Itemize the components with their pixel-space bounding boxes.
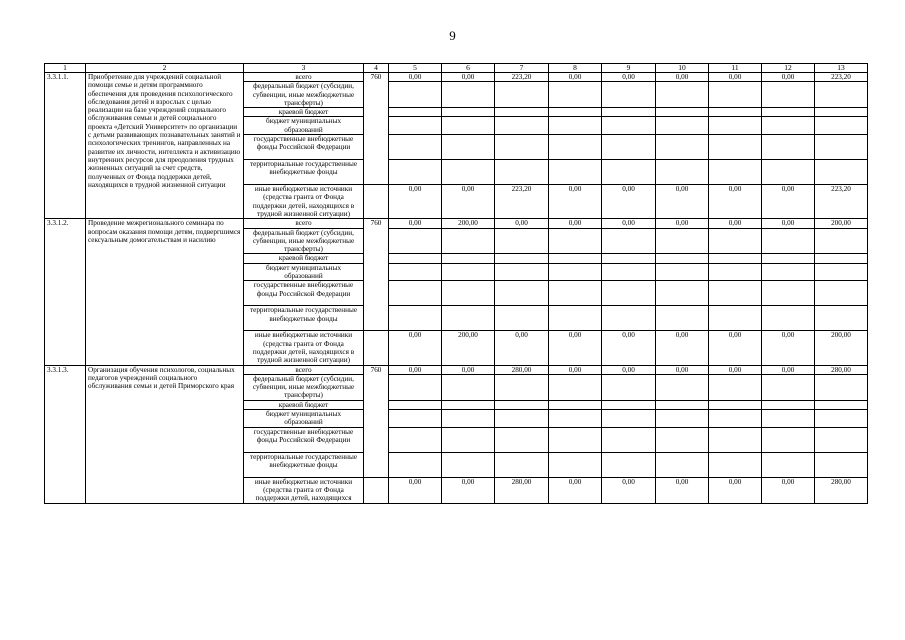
amount-cell <box>602 135 656 160</box>
amount-cell <box>549 108 602 117</box>
amount-cell <box>709 427 762 452</box>
amount-cell <box>549 254 602 263</box>
amount-cell <box>442 160 495 185</box>
amount-cell: 0,00 <box>656 73 709 82</box>
column-4-value <box>364 185 389 219</box>
column-4-value: 760 <box>364 73 389 185</box>
column-number: 4 <box>364 64 389 73</box>
column-number: 8 <box>549 64 602 73</box>
amount-cell: 200,00 <box>442 219 495 228</box>
amount-cell <box>815 254 868 263</box>
table-row <box>45 219 868 228</box>
amount-cell: 0,00 <box>442 185 495 219</box>
amount-cell <box>442 427 495 452</box>
amount-cell <box>442 228 495 254</box>
amount-cell <box>762 427 815 452</box>
amount-cell <box>389 410 442 428</box>
amount-cell <box>549 117 602 135</box>
amount-cell <box>442 135 495 160</box>
amount-cell <box>549 427 602 452</box>
amount-cell <box>815 306 868 331</box>
amount-cell <box>495 400 549 409</box>
funding-source: федеральный бюджет (субсидии, субвенции, иные межбюджетные трансферты) <box>244 374 364 400</box>
funding-source: бюджет муниципальных образований <box>244 117 364 135</box>
column-4-value <box>364 331 389 365</box>
amount-cell <box>389 82 442 108</box>
amount-cell <box>389 117 442 135</box>
amount-cell <box>709 160 762 185</box>
amount-cell <box>442 400 495 409</box>
item-code: 3.3.1.2. <box>45 219 86 365</box>
amount-cell <box>656 82 709 108</box>
amount-cell: 0,00 <box>709 477 762 503</box>
funding-source: всего <box>244 73 364 82</box>
amount-cell <box>709 117 762 135</box>
amount-cell <box>495 254 549 263</box>
column-number: 6 <box>442 64 495 73</box>
column-number: 9 <box>602 64 656 73</box>
amount-cell <box>495 82 549 108</box>
amount-cell <box>549 160 602 185</box>
amount-cell: 200,00 <box>442 331 495 365</box>
amount-cell: 280,00 <box>495 365 549 374</box>
amount-cell: 0,00 <box>762 219 815 228</box>
amount-cell <box>815 160 868 185</box>
amount-cell: 223,20 <box>815 185 868 219</box>
amount-cell <box>442 410 495 428</box>
amount-cell <box>709 135 762 160</box>
amount-cell: 0,00 <box>389 331 442 365</box>
amount-cell <box>602 263 656 281</box>
amount-cell <box>602 281 656 306</box>
amount-cell <box>442 281 495 306</box>
amount-cell: 200,00 <box>815 219 868 228</box>
amount-cell <box>709 263 762 281</box>
amount-cell <box>442 374 495 400</box>
amount-cell: 223,20 <box>495 185 549 219</box>
amount-cell <box>549 306 602 331</box>
amount-cell <box>602 400 656 409</box>
amount-cell <box>709 452 762 477</box>
amount-cell: 0,00 <box>549 477 602 503</box>
amount-cell: 0,00 <box>656 477 709 503</box>
amount-cell <box>389 452 442 477</box>
amount-cell: 0,00 <box>602 477 656 503</box>
funding-source: федеральный бюджет (субсидии, субвенции, иные межбюджетные трансферты) <box>244 228 364 254</box>
funding-source: государственные внебюджетные фонды Российской Федерации <box>244 427 364 452</box>
amount-cell <box>709 108 762 117</box>
amount-cell <box>602 160 656 185</box>
amount-cell: 0,00 <box>549 73 602 82</box>
amount-cell <box>815 410 868 428</box>
amount-cell <box>495 135 549 160</box>
amount-cell: 0,00 <box>762 477 815 503</box>
amount-cell <box>602 410 656 428</box>
amount-cell <box>656 410 709 428</box>
item-code: 3.3.1.1. <box>45 73 86 219</box>
funding-source: бюджет муниципальных образований <box>244 410 364 428</box>
amount-cell: 0,00 <box>709 185 762 219</box>
amount-cell <box>656 374 709 400</box>
amount-cell <box>762 108 815 117</box>
column-number: 13 <box>815 64 868 73</box>
amount-cell <box>442 306 495 331</box>
amount-cell <box>656 306 709 331</box>
amount-cell <box>815 452 868 477</box>
funding-source: всего <box>244 219 364 228</box>
amount-cell <box>815 281 868 306</box>
amount-cell <box>815 400 868 409</box>
amount-cell <box>549 410 602 428</box>
amount-cell <box>389 263 442 281</box>
column-number: 10 <box>656 64 709 73</box>
amount-cell <box>389 135 442 160</box>
amount-cell <box>442 452 495 477</box>
amount-cell: 0,00 <box>495 219 549 228</box>
amount-cell: 200,00 <box>815 331 868 365</box>
amount-cell <box>389 160 442 185</box>
column-4-value: 760 <box>364 365 389 477</box>
amount-cell <box>656 117 709 135</box>
amount-cell <box>549 281 602 306</box>
amount-cell <box>602 228 656 254</box>
amount-cell <box>495 306 549 331</box>
funding-source: территориальные государственные внебюджетные фонды <box>244 452 364 477</box>
amount-cell <box>495 160 549 185</box>
amount-cell <box>762 374 815 400</box>
amount-cell <box>709 410 762 428</box>
amount-cell: 0,00 <box>602 365 656 374</box>
amount-cell <box>549 374 602 400</box>
funding-source: территориальные государственные внебюджетные фонды <box>244 306 364 331</box>
funding-source: краевой бюджет <box>244 108 364 117</box>
amount-cell <box>495 228 549 254</box>
item-name: Организация обучения психологов, социальных педагогов учреждений социального обслуживания семьи и детей Приморского края <box>86 365 244 503</box>
amount-cell: 0,00 <box>762 331 815 365</box>
amount-cell <box>602 427 656 452</box>
column-number: 12 <box>762 64 815 73</box>
funding-source: иные внебюджетные источники (средства гранта от Фонда поддержки детей, находящихся в трудной жизненной ситуации) <box>244 331 364 365</box>
amount-cell: 0,00 <box>389 219 442 228</box>
amount-cell: 0,00 <box>549 365 602 374</box>
amount-cell <box>549 263 602 281</box>
amount-cell <box>602 117 656 135</box>
page-number: 9 <box>449 28 456 43</box>
funding-source: территориальные государственные внебюджетные фонды <box>244 160 364 185</box>
amount-cell <box>815 82 868 108</box>
amount-cell <box>762 160 815 185</box>
amount-cell: 0,00 <box>602 331 656 365</box>
amount-cell <box>656 281 709 306</box>
column-number: 1 <box>45 64 86 73</box>
amount-cell: 223,20 <box>815 73 868 82</box>
amount-cell <box>656 108 709 117</box>
amount-cell <box>709 82 762 108</box>
amount-cell: 0,00 <box>442 365 495 374</box>
amount-cell <box>389 254 442 263</box>
amount-cell <box>389 281 442 306</box>
amount-cell: 0,00 <box>602 185 656 219</box>
amount-cell <box>709 306 762 331</box>
amount-cell <box>656 228 709 254</box>
amount-cell <box>495 374 549 400</box>
amount-cell <box>442 117 495 135</box>
amount-cell: 0,00 <box>442 477 495 503</box>
funding-source: бюджет муниципальных образований <box>244 263 364 281</box>
amount-cell <box>709 254 762 263</box>
amount-cell <box>549 400 602 409</box>
column-number-row <box>45 64 868 73</box>
funding-source: краевой бюджет <box>244 400 364 409</box>
amount-cell <box>815 427 868 452</box>
amount-cell <box>389 400 442 409</box>
amount-cell <box>602 82 656 108</box>
amount-cell: 0,00 <box>602 219 656 228</box>
funding-source: всего <box>244 365 364 374</box>
amount-cell: 0,00 <box>549 219 602 228</box>
budget-table <box>44 63 868 504</box>
amount-cell <box>549 82 602 108</box>
amount-cell: 0,00 <box>389 73 442 82</box>
amount-cell: 0,00 <box>656 365 709 374</box>
table-row <box>45 365 868 374</box>
amount-cell <box>709 400 762 409</box>
funding-source: государственные внебюджетные фонды Российской Федерации <box>244 281 364 306</box>
amount-cell <box>389 228 442 254</box>
column-number: 7 <box>495 64 549 73</box>
amount-cell <box>762 281 815 306</box>
amount-cell: 0,00 <box>389 365 442 374</box>
amount-cell <box>709 228 762 254</box>
column-number: 11 <box>709 64 762 73</box>
amount-cell <box>549 452 602 477</box>
funding-source: государственные внебюджетные фонды Российской Федерации <box>244 135 364 160</box>
amount-cell <box>815 374 868 400</box>
amount-cell: 0,00 <box>656 219 709 228</box>
amount-cell <box>762 228 815 254</box>
amount-cell <box>762 263 815 281</box>
amount-cell: 0,00 <box>762 73 815 82</box>
item-name: Приобретение для учреждений социальной помощи семье и детям программного обеспечения для проведения психологического обследования детей и взрослых с целью реализации на базе учреждений социального обслуживания семьи и детей социального проекта «Детский Университет» по организации с детьми развивающих познавательных занятий и психологических тренингов, направленных на развитие их личности, интеллекта и активизацию внутренних ресурсов для преодоления трудных жизненных ситуаций за счет средств, полученных от Фонда поддержки детей, находящихся в трудной жизненной ситуации <box>86 73 244 219</box>
amount-cell: 0,00 <box>656 331 709 365</box>
amount-cell: 0,00 <box>709 219 762 228</box>
amount-cell: 0,00 <box>762 185 815 219</box>
amount-cell <box>815 263 868 281</box>
amount-cell <box>389 427 442 452</box>
amount-cell <box>709 281 762 306</box>
funding-source: иные внебюджетные источники (средства гранта от Фонда поддержки детей, находящихся <box>244 477 364 503</box>
amount-cell <box>602 254 656 263</box>
amount-cell: 0,00 <box>389 477 442 503</box>
funding-source: федеральный бюджет (субсидии, субвенции, иные межбюджетные трансферты) <box>244 82 364 108</box>
amount-cell: 0,00 <box>389 185 442 219</box>
amount-cell <box>656 400 709 409</box>
amount-cell: 280,00 <box>495 477 549 503</box>
amount-cell: 0,00 <box>602 73 656 82</box>
amount-cell <box>815 135 868 160</box>
amount-cell <box>389 108 442 117</box>
amount-cell <box>656 427 709 452</box>
amount-cell <box>815 117 868 135</box>
amount-cell <box>762 410 815 428</box>
amount-cell <box>656 452 709 477</box>
amount-cell <box>815 108 868 117</box>
column-number: 3 <box>244 64 364 73</box>
amount-cell: 0,00 <box>549 185 602 219</box>
amount-cell: 0,00 <box>709 331 762 365</box>
table-row <box>45 73 868 82</box>
amount-cell <box>762 135 815 160</box>
budget-table-body <box>45 64 868 504</box>
amount-cell <box>495 108 549 117</box>
column-number: 2 <box>86 64 244 73</box>
amount-cell: 0,00 <box>549 331 602 365</box>
amount-cell <box>602 306 656 331</box>
column-4-value <box>364 477 389 503</box>
amount-cell <box>495 263 549 281</box>
amount-cell <box>442 108 495 117</box>
amount-cell <box>656 135 709 160</box>
amount-cell: 223,20 <box>495 73 549 82</box>
amount-cell <box>495 410 549 428</box>
amount-cell <box>442 254 495 263</box>
amount-cell <box>762 82 815 108</box>
amount-cell: 0,00 <box>762 365 815 374</box>
amount-cell: 280,00 <box>815 477 868 503</box>
amount-cell: 0,00 <box>709 365 762 374</box>
amount-cell <box>602 374 656 400</box>
amount-cell: 0,00 <box>709 73 762 82</box>
amount-cell <box>762 117 815 135</box>
amount-cell: 0,00 <box>442 73 495 82</box>
amount-cell <box>602 452 656 477</box>
funding-source: краевой бюджет <box>244 254 364 263</box>
column-4-value: 760 <box>364 219 389 331</box>
amount-cell <box>709 374 762 400</box>
amount-cell <box>762 452 815 477</box>
item-name: Проведение межрегионального семинара по вопросам оказания помощи детям, подвергшимся сексуальным домогательствам и насилию <box>86 219 244 365</box>
item-code: 3.3.1.3. <box>45 365 86 503</box>
amount-cell <box>762 306 815 331</box>
amount-cell <box>442 82 495 108</box>
amount-cell: 0,00 <box>495 331 549 365</box>
amount-cell <box>495 117 549 135</box>
funding-source: иные внебюджетные источники (средства гранта от Фонда поддержки детей, находящихся в трудной жизненной ситуации) <box>244 185 364 219</box>
column-number: 5 <box>389 64 442 73</box>
amount-cell <box>762 254 815 263</box>
amount-cell <box>495 281 549 306</box>
amount-cell: 280,00 <box>815 365 868 374</box>
amount-cell <box>389 306 442 331</box>
amount-cell <box>549 228 602 254</box>
amount-cell <box>656 263 709 281</box>
amount-cell: 0,00 <box>656 185 709 219</box>
amount-cell <box>389 374 442 400</box>
amount-cell <box>762 400 815 409</box>
amount-cell <box>656 160 709 185</box>
amount-cell <box>442 263 495 281</box>
amount-cell <box>656 254 709 263</box>
amount-cell <box>495 427 549 452</box>
amount-cell <box>549 135 602 160</box>
amount-cell <box>602 108 656 117</box>
amount-cell <box>495 452 549 477</box>
amount-cell <box>815 228 868 254</box>
